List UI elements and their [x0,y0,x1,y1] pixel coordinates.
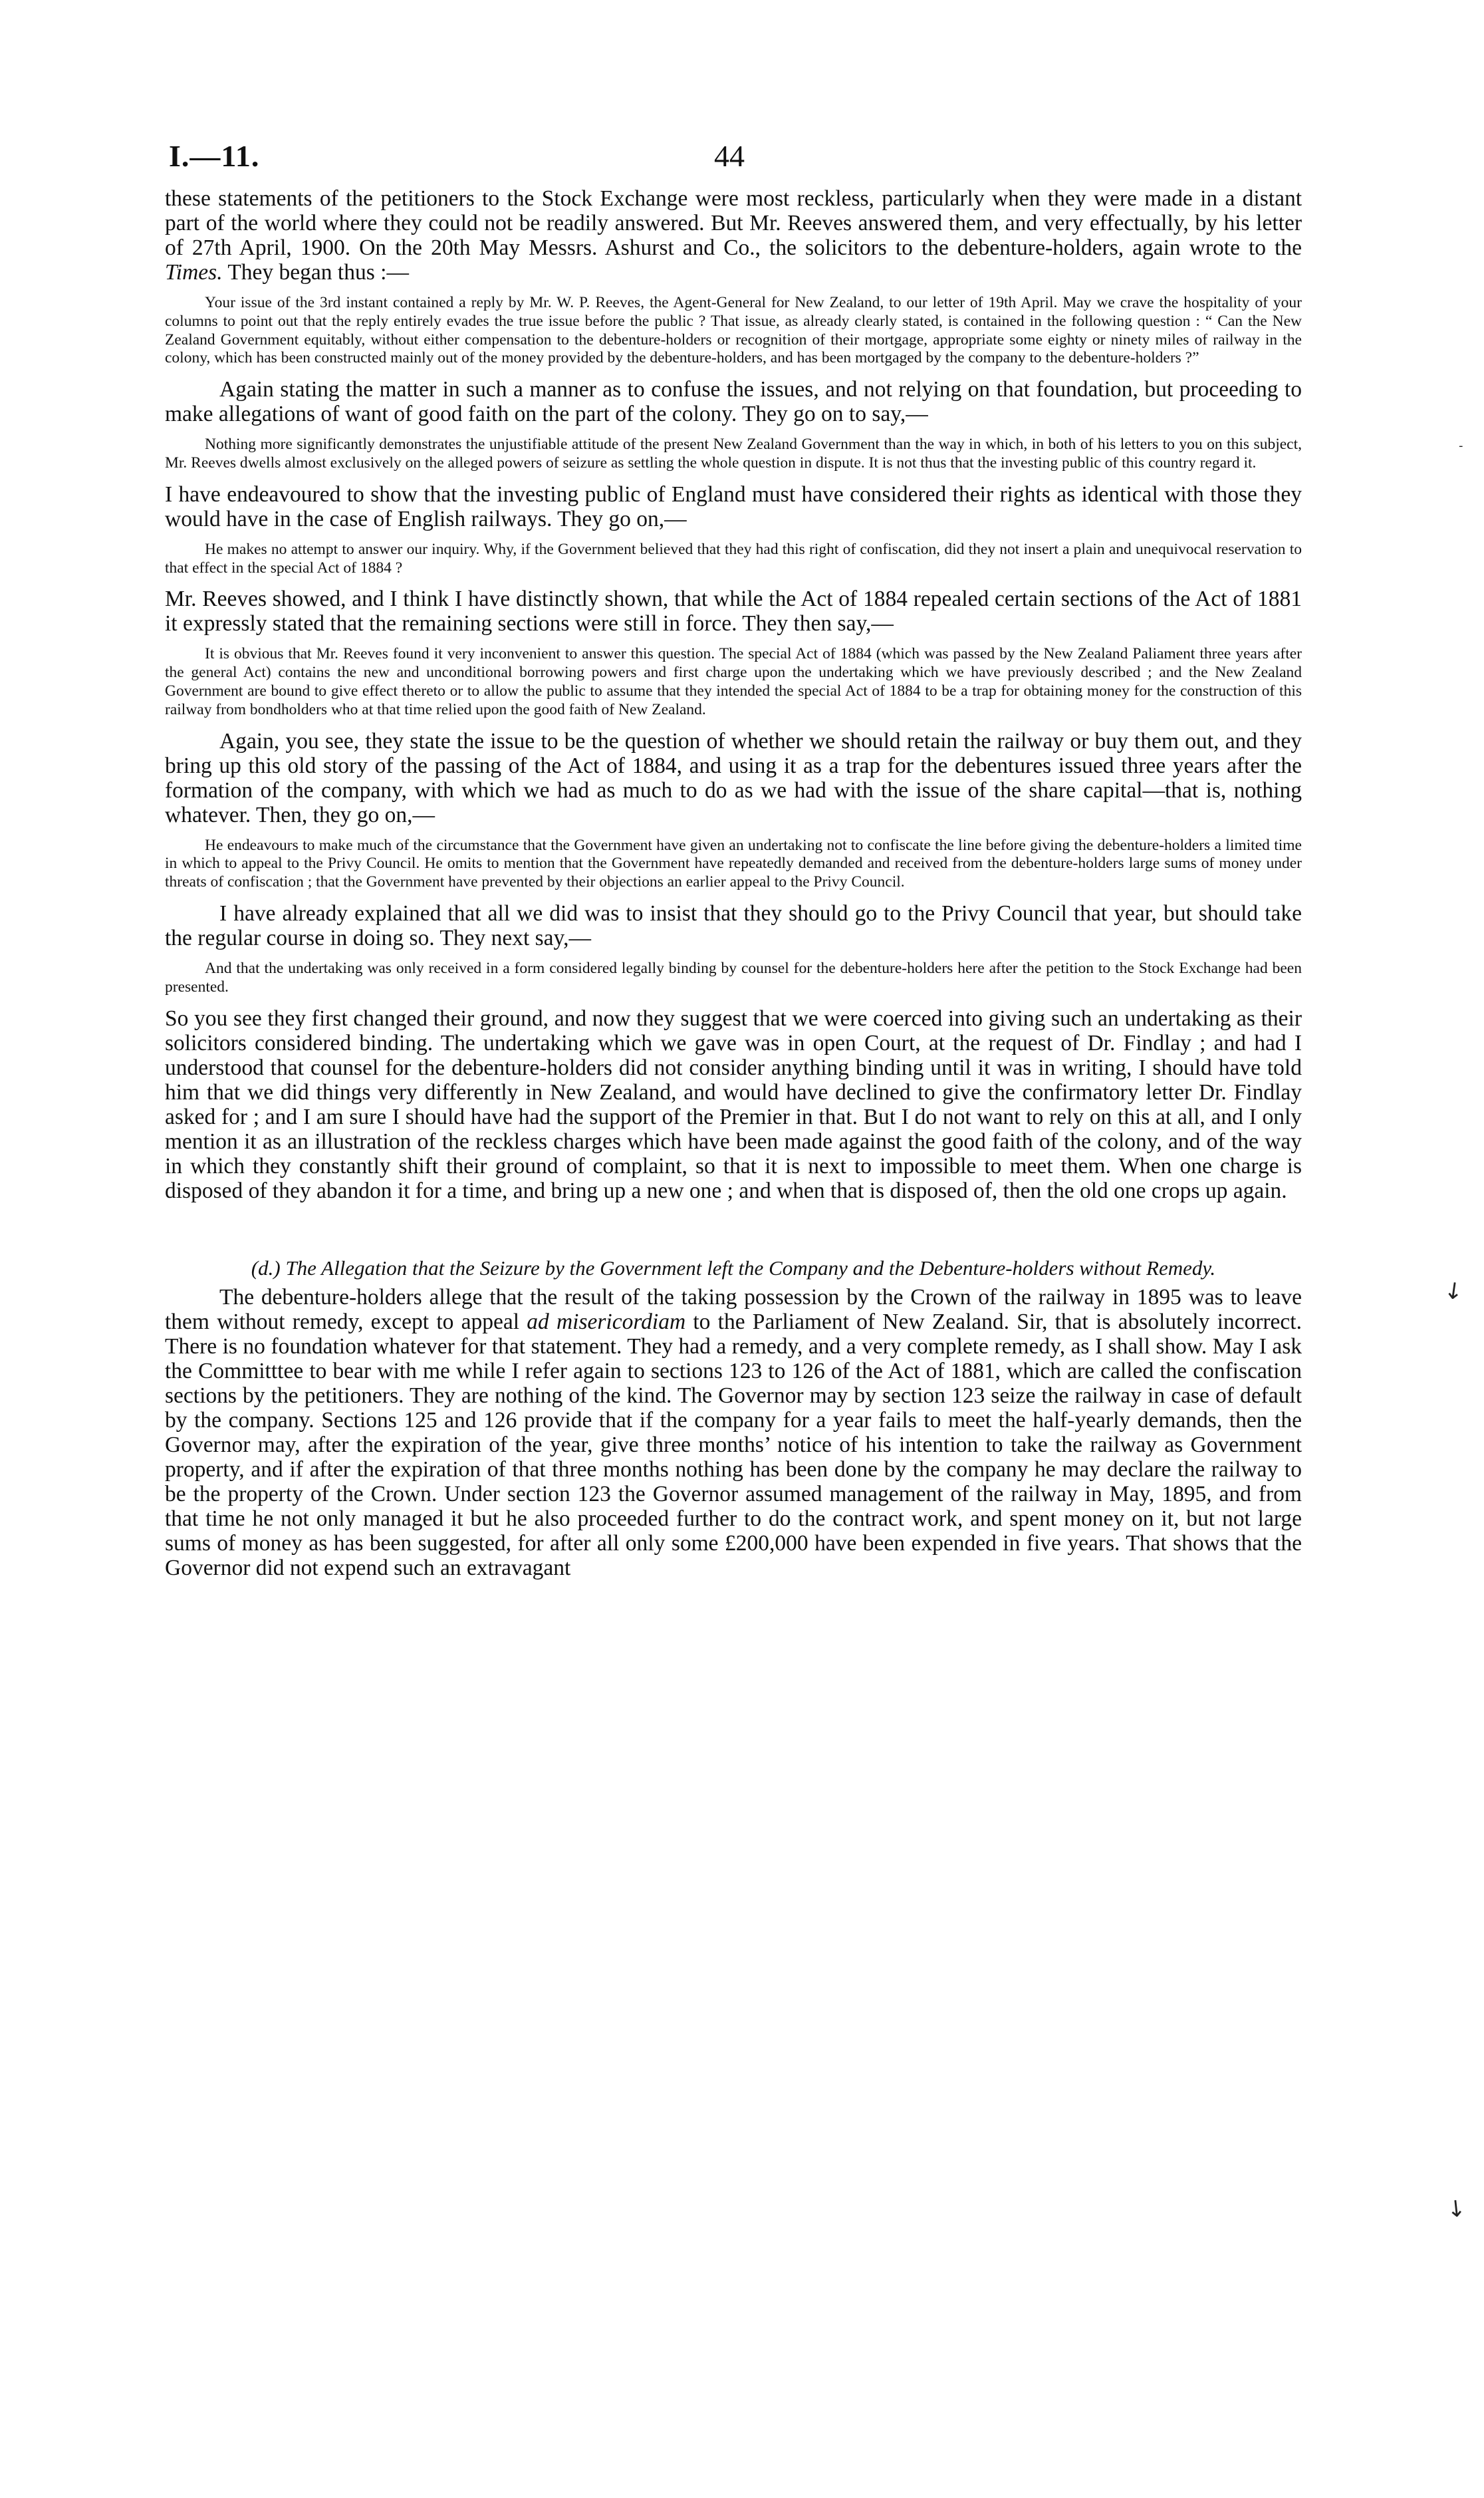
paragraph-7: So you see they first changed their ground, and now they suggest that we were coerced into giving such an undertaking as their solicitors considered binding. The undertaking which we gave was in open Court, at the request of Dr. Findlay ; and had I understood that counsel for the debenture-holders did not consider anything binding until it was in writing, I should have told him that we did things very differently in New Zealand, and would have declined to give the confirmatory letter Dr. Findlay asked for ; and I am sure I should have had the support of the Premier in that. But I do not want to rely on this at all, and I only mention it as an illustration of the reckless charges which have been made against the good faith of the colony, and of the way in which they constantly shift their ground of complaint, so that it is next to impossible to meet them. When one charge is disposed of they abandon it for a time, and bring up a new one ; and when that is disposed of, then the old one crops up again. [165,1006,1302,1203]
paragraph-2: Again stating the matter in such a manner as to confuse the issues, and not relying on that foundation, but proceeding to make allegations of want of good faith on the part of the colony. They go on to say,— [165,377,1302,427]
section-heading-d: (d.) The Allegation that the Seizure by the Government left the Company and the Debenture-holders without Remedy. [251,1256,1216,1280]
paragraph-8-italic-phrase: ad misericordiam [527,1309,686,1334]
paragraph-1-italic-times: Times. [165,260,223,285]
paragraph-1-text-b: They began thus :— [222,260,409,285]
paragraph-1-text-a: these statements of the petitioners to the Stock Exchange were most reckless, particularly when they were made in a distant part of the world where they could not be readily answered. But Mr. Reeves answered them, and very effectually, by his letter of 27th April, 1900. On the 20th May Messrs. Ashurst and Co., the solicitors to the debenture-holders, again wrote to the [165,186,1302,260]
quotation-6: And that the undertaking was only received in a form considered legally binding by counsel for the debenture-holders here after the petition to the Stock Exchange had been presented. [165,959,1302,996]
page-header [165,138,1302,186]
margin-mark-icon: - [1459,439,1463,453]
quotation-1: Your issue of the 3rd instant contained a reply by Mr. W. P. Reeves, the Agent-General for New Zealand, to our letter of 19th April. May we crave the hospitality of your columns to point out that the reply entirely evades the true issue before the public ? That issue, as already clearly stated, is contained in the following question : “ Can the New Zealand Government equitably, without either compensation to the debenture-holders or recognition of their mortgage, appropriate some eighty or ninety miles of railway in the colony, which has been constructed mainly out of the money provided by the debenture-holders, and has been mortgaged by the company to the debenture-holders ?” [165,294,1302,367]
document-page [165,138,1302,1580]
margin-mark-icon: ↓ [1445,2195,1467,2224]
margin-mark-icon: ↓ [1442,1277,1465,1306]
paragraph-8-text-a: The debenture-holders allege that the result of the taking possession by the Crown of the railway in 1895 was to leave them without remedy, except to appeal [165,1284,1302,1334]
paragraph-8 [165,1285,1302,1580]
paragraph-1 [165,186,1302,285]
paragraph-3: I have endeavoured to show that the investing public of England must have considered their rights as identical with those they would have in the case of English railways. They go on,— [165,482,1302,531]
paragraph-4: Mr. Reeves showed, and I think I have distinctly shown, that while the Act of 1884 repealed certain sections of the Act of 1881 it expressly stated that the remaining sections were still in force. They then say,— [165,587,1302,636]
quotation-3: He makes no attempt to answer our inquiry. Why, if the Government believed that they had this right of confiscation, did they not insert a plain and unequivocal reservation to that effect in the special Act of 1884 ? [165,540,1302,577]
quotation-2: Nothing more significantly demonstrates the unjustifiable attitude of the present New Zealand Government than the way in which, in both of his letters to you on this subject, Mr. Reeves dwells almost exclusively on the alleged powers of seizure as settling the whole question in dispute. It is not thus that the investing public of this country regard it. [165,436,1302,472]
document-reference: I.—11. [169,139,260,173]
quotation-4: It is obvious that Mr. Reeves found it very inconvenient to answer this question. The special Act of 1884 (which was passed by the New Zealand Paliament three years after the general Act) contains the new and unconditional borrowing powers and first charge upon the undertaking which we have previously described ; and the New Zealand Government are bound to give effect thereto or to allow the public to assume that they intended the special Act of 1884 to be a trap for obtaining money for the construction of this railway from bondholders who at that time relied upon the good faith of New Zealand. [165,645,1302,718]
paragraph-8-text-b: to the Parliament of New Zealand. Sir, that is absolutely incorrect. There is no foundation whatever for that statement. They had a remedy, and a very complete remedy, as I shall show. May I ask the Committtee to bear with me while I refer again to sections 123 to 126 of the Act of 1881, which are called the confiscation sections by the petitioners. They are nothing of the kind. The Governor may by section 123 seize the railway in case of default by the company. Sections 125 and 126 provide that if the company for a year fails to meet the half-yearly demands, then the Governor may, after the expiration of the year, give three months’ notice of his intention to take the railway as Government property, and if after the expiration of that three months nothing has been done by the company he may declare the railway to be the property of the Crown. Under section 123 the Governor assumed management of the railway in May, 1895, and from that time he not only managed it but he also proceeded further to do the contract work, and spent money on it, but not large sums of money as has been suggested, for after all only some £200,000 have been expended in five years. That shows that the Governor did not expend such an extravagant [165,1309,1302,1580]
paragraph-5: Again, you see, they state the issue to be the question of whether we should retain the railway or buy them out, and they bring up this old story of the passing of the Act of 1884, and using it as a trap for the debentures issued three years after the formation of the company, with which we had as much to do as we had with the issue of the share capital—that is, nothing whatever. Then, they go on,— [165,728,1302,827]
quotation-5: He endeavours to make much of the circumstance that the Government have given an undertaking not to confiscate the line before giving the debenture-holders a limited time in which to appeal to the Privy Council. He omits to mention that the Government have repeatedly demanded and received from the debenture-holders large sums of money under threats of confiscation ; that the Government have prevented by their objections an earlier appeal to the Privy Council. [165,836,1302,891]
paragraph-6: I have already explained that all we did was to insist that they should go to the Privy Council that year, but should take the regular course in doing so. They next say,— [165,901,1302,950]
page-number: 44 [714,139,745,173]
